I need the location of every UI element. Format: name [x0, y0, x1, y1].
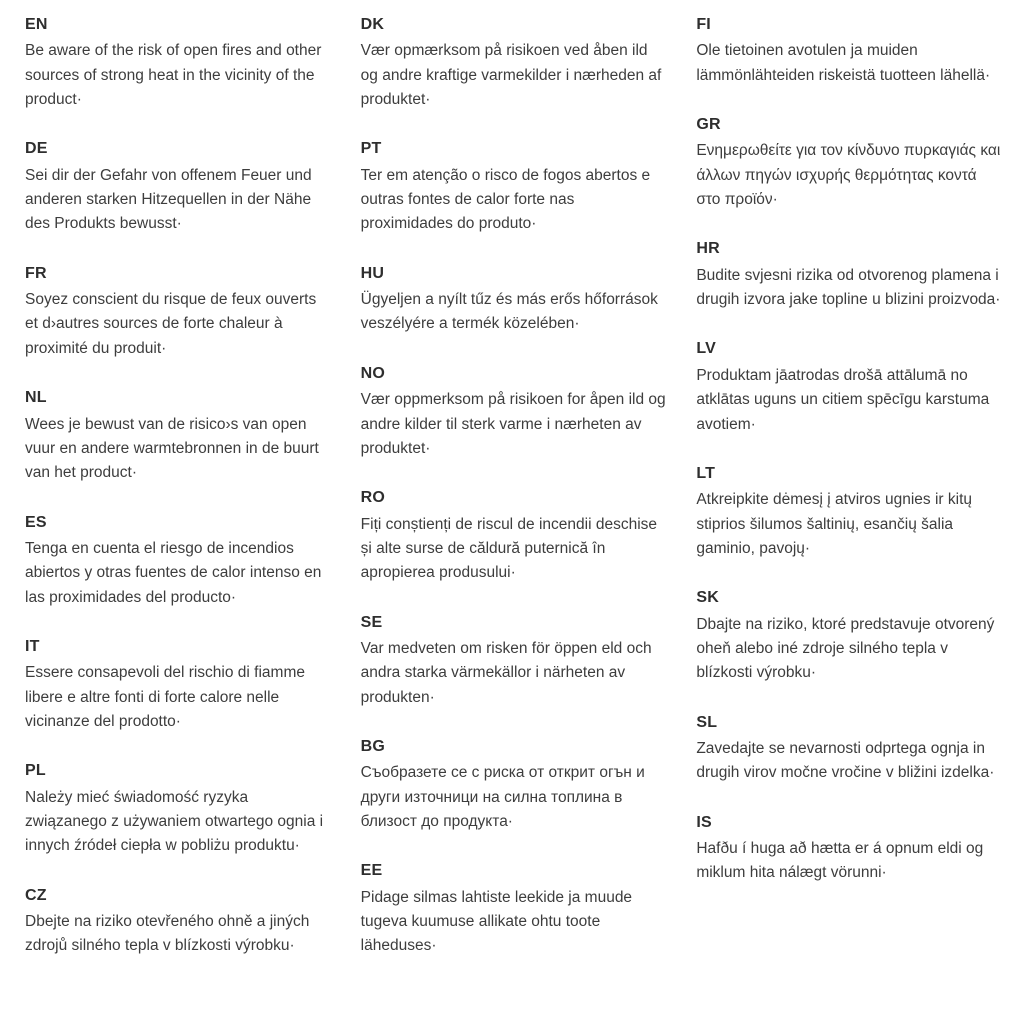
language-code: NO — [360, 364, 386, 382]
warning-block — [361, 612, 667, 710]
warning-block — [25, 885, 331, 959]
warning-block — [25, 14, 331, 112]
warning-text: Ole tietoinen avotulen ja muiden lämmönlähteiden riskeistä tuotteen lähellä· — [696, 42, 991, 84]
warning-text: Var medveten om risken för öppen eld och andra starka värmekällor i närheten av produkten· — [360, 639, 652, 706]
language-code: ES — [25, 513, 47, 531]
language-code: RO — [360, 489, 386, 507]
language-code: IS — [696, 813, 712, 831]
warning-text: Vær oppmerksom på risikoen for åpen ild og andre kilder til sterk varme i nærheten av produktet· — [360, 391, 666, 457]
warning-text: Dbajte na riziko, ktoré predstavuje otvorený oheň alebo iné zdroje silného tepla v blízkosti výrobku· — [696, 615, 995, 682]
warning-block — [25, 636, 331, 734]
warning-block — [25, 760, 331, 858]
language-code: IT — [25, 637, 40, 655]
warning-column-1 — [25, 14, 331, 1014]
language-code: BG — [360, 737, 386, 755]
warning-block — [25, 138, 331, 236]
language-code: DK — [360, 16, 385, 33]
warning-block — [361, 860, 667, 958]
warning-text: Be aware of the risk of open fires and other sources of strong heat in the vicinity of the product· — [25, 42, 322, 109]
warning-text: Съобразете се с риска от открит огън и други източници на силна топлина в близост до продукта· — [360, 764, 645, 830]
warning-text: Vær opmærksom på risikoen ved åben ild og andre kraftige varmekilder i nærheden af produktet· — [360, 42, 662, 109]
warning-text: Sei dir der Gefahr von offenem Feuer und anderen starken Hitzequellen in der Nähe des Produkts bewusst· — [25, 166, 312, 233]
warning-column-2 — [361, 14, 667, 1014]
warning-block — [361, 363, 667, 461]
warning-text: Soyez conscient du risque de feux ouverts et d›autres sources de forte chaleur à proximité du produit· — [25, 291, 317, 357]
language-code: CZ — [25, 886, 47, 904]
warning-block — [696, 712, 1002, 786]
warning-block — [696, 14, 1002, 88]
warning-text: Ενημερωθείτε για τον κίνδυνο πυρκαγιάς και άλλων πηγών ισχυρής θερμότητας κοντά στο προϊόν· — [696, 142, 1001, 209]
warning-block — [696, 463, 1002, 561]
language-code: NL — [25, 389, 47, 407]
warning-text: Pidage silmas lahtiste leekide ja muude tugeva kuumuse allikate ohtu toote läheduses· — [360, 888, 633, 955]
warning-text: Budite svjesni rizika od otvorenog plamena i drugih izvora jake topline u blizini proizvoda· — [696, 266, 1001, 309]
language-code: EE — [360, 862, 383, 880]
language-code: EN — [25, 16, 48, 33]
language-code: SL — [696, 713, 718, 731]
warning-text: Ügyeljen a nyílt tűz és más erős hőforrások veszélyére a termék közelében· — [360, 291, 658, 333]
warning-text: Dbejte na riziko otevřeného ohně a jiných zdrojů silného tepla v blízkosti výrobku· — [25, 913, 310, 955]
warning-text: Tenga en cuenta el riesgo de incendios abiertos y otras fuentes de calor intenso en las proximidades del producto· — [25, 539, 322, 606]
warning-text: Należy mieć świadomość ryzyka związanego z używaniem otwartego ognia i innych źródeł ciepła w pobliżu produktu· — [25, 788, 324, 855]
warning-block — [361, 14, 667, 112]
language-code: HR — [696, 240, 720, 258]
language-code: PT — [360, 140, 382, 158]
warning-text: Atkreipkite dėmesį į atviros ugnies ir kitų stiprios šilumos šaltinių, esančių šalia gaminio, pavojų· — [696, 491, 972, 557]
warning-text: Zavedajte se nevarnosti odprtega ognja in drugih virov močne vročine v bližini izdelka· — [696, 739, 995, 782]
language-code: SK — [696, 589, 719, 607]
warning-block — [696, 238, 1002, 312]
warning-block — [25, 512, 331, 610]
warning-text: Hafðu í huga að hætta er á opnum eldi og miklum hita nálægt vörunni· — [696, 840, 984, 882]
language-code: FI — [696, 16, 711, 33]
warning-block — [696, 114, 1002, 212]
warning-block — [361, 138, 667, 236]
warning-block — [25, 263, 331, 361]
warning-block — [361, 263, 667, 337]
warning-text: Ter em atenção o risco de fogos abertos e outras fontes de calor forte nas proximidades do produto· — [360, 166, 651, 233]
language-code: PL — [25, 762, 46, 780]
warning-block — [696, 812, 1002, 886]
language-code: SE — [360, 613, 383, 631]
warning-block — [361, 487, 667, 585]
language-code: DE — [25, 140, 48, 158]
warning-column-3 — [696, 14, 1002, 1014]
language-code: GR — [696, 116, 721, 134]
warning-text: Fiți conștienți de riscul de incendii deschise și alte surse de căldură puternică în apropierea produsului· — [360, 515, 658, 582]
language-code: LV — [696, 340, 716, 358]
language-code: LT — [696, 464, 716, 482]
warning-text: Wees je bewust van de risico›s van open vuur en andere warmtebronnen in de buurt van het product· — [25, 415, 319, 482]
warning-text: Essere consapevoli del rischio di fiamme libere e altre fonti di forte calore nelle vicinanze del prodotto· — [25, 664, 305, 730]
warning-block — [696, 587, 1002, 685]
warning-block — [25, 387, 331, 485]
warning-block — [361, 736, 667, 834]
language-code: FR — [25, 264, 47, 282]
language-code: HU — [360, 264, 385, 282]
warning-block — [696, 338, 1002, 436]
warning-text: Produktam jāatrodas drošā attālumā no atklātas uguns un citiem spēcīgu karstuma avotiem· — [696, 366, 990, 433]
